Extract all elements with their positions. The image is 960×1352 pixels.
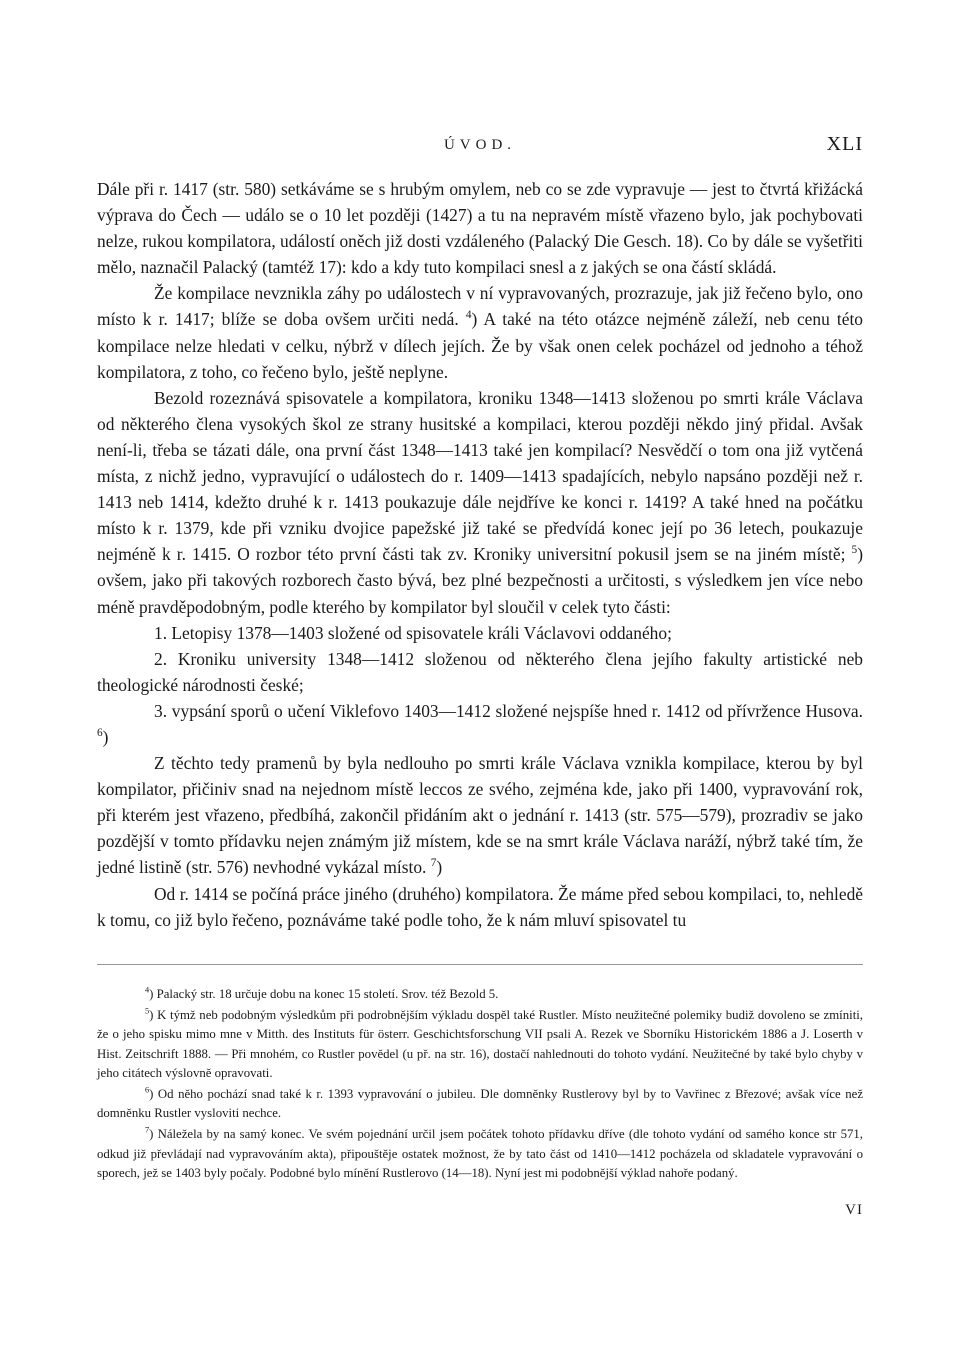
- paragraph-text: ) A také na této otázce nejméně záleží, neb cenu této kompilace nelze hledati v celku, nýbrž v dílech jejích. Že by však onen celek pocházel od jednoho a téhož kompilatora, z toho, co řečeno bylo, ještě neplyne.: [97, 309, 863, 382]
- list-item: 1. Letopisy 1378—1403 složené od spisovatele králi Václavovi oddaného;: [154, 622, 672, 643]
- footnote-ref: 4: [465, 309, 472, 322]
- paragraph: Z těchto tedy pramenů by byla nedlouho po smrti krále Václava vznikla kompilace, kterou by byl kompilator, přičiniv snad na nejednom místě leccos ze svého, zejména kde, jako při 1400, vypravování rok, při kterém jest vřazeno, předbíhá, zakončil přidáním akt o jednání r. 1413 (str. 575—579), prozradiv se jako pozdější v tomto přídavku nejen známým již místem, kde se na smrt krále Václava naráží, nýbrž také tím, že jedné listině (str. 576) nevhodné vykázal místo. $^7$): [97, 753, 863, 878]
- running-title: ÚVOD.: [443, 137, 517, 153]
- footnote-text: ) K týmž neb podobným výsledkům při podrobnějším výkladu dospěl také Rustler. Místo neužitečné polemiky budiž dovoleno se zmíniti, že o jeho spisku mimo mne v Mitth. des Instituts für österr. Geschichtsforschung VII psali A. Rezek ve Sborníku Historickém 1886 a J. Loserth v Hist. Zeitschrift 1888. — Při mnohém, co Rustler povědel (u př. na str. 16), dostačí nahlednouti do tohoto vydání. Neužitečné by také bylo chyby v jeho citátech výslovně opravovati.: [97, 1008, 863, 1080]
- paragraph: [97, 385, 863, 620]
- footnote-text: ) Od něho pochází snad také k r. 1393 vypravování o jubileu. Dle domněnky Rustlerovy byl by to Vavřinec z Březové; avšak více než domněnku Rustler vysloviti nechce.: [97, 1087, 863, 1121]
- paragraph-text: Bezold rozeznává spisovatele a kompilatora, kroniku 1348—1413 složenou po smrti krále Václava od některého člena vysokých škol ze strany husitské a kompilaci, kterou později někdo jiný přidal. Avšak není-li, třeba se tázati dále, ona první část 1348—1413 také jen kompilací? Nesvědčí o tom ona již vytčená místa, z nichž jedno, vypravující o událostech do r. 1409—1413 spadajících, nebylo napsáno později než r. 1413 neb 1414, kdežto druhé k r. 1413 poukazuje dále nejdříve ke konci r. 1419? A také hned na počátku místo k r. 1379, kde při vzniku dvojice papežské již také se předvídá konec její po 36 letech, poukazuje nejméně k r. 1415. O rozbor této první části tak zv. Kroniky universitní pokusil jsem se na jiném místě;: [97, 387, 863, 565]
- paragraph-text: Z těchto tedy pramenů by byla nedlouho po smrti krále Václava vznikla kompilace, kterou by byl kompilator, přičiniv snad na nejednom místě leccos ze svého, zejména kde, jako při 1400, vypravování rok, při kterém jest vřazeno, předbíhá, zakončil přidáním akt o jednání r. 1413 (str. 575—579), prozradiv se jako pozdější v tomto přídavku nejen známým již místem, kde se na smrt krále Václava naráží, nýbrž také tím, že jedné listině (str. 576) nevhodné vykázal místo.: [97, 753, 863, 878]
- paragraph: Dále při r. 1417 (str. 580) setkáváme se s hrubým omylem, neb co se zde vypravuje — jest to čtvrtá křižácká výprava do Čech — událo se o 10 let později (1427) a tu na nepravém místě vřazeno bylo, jak pochybovati nelze, rukou kompilatora, událostí oněch již dosti vzdáleného (Palacký Die Gesch. 18). Co by dále se vyšetřiti mělo, naznačil Palacký (tamtéž 17): kdo a kdy tuto kompilaci snesl a z jakých se ona částí skládá.: [97, 179, 863, 278]
- list-item: 2. Kroniku university 1348—1412 složenou od některého člena jejího fakulty artistické neb theologické národnosti české;: [97, 648, 863, 695]
- footnotes: [97, 985, 863, 1183]
- footnote: [97, 1125, 863, 1183]
- footnote-separator: [97, 964, 863, 965]
- paragraph-text: ) ovšem, jako při takových rozborech často bývá, bez plné bezpečnosti a určitosti, s výsledkem jen více nebo méně pravděpodobným, podle kterého by kompilator byl sloučil v celek tyto části:: [97, 544, 863, 617]
- paragraph: Od r. 1414 se počíná práce jiného (druhého) kompilatora. Že máme před sebou kompilaci, to, nehledě k tomu, co již bylo řečeno, poznáváme také podle toho, že k nám mluví spisovatel tu: [97, 883, 863, 930]
- footnote-mark: 7: [145, 1126, 150, 1136]
- page-number: XLI: [826, 133, 863, 155]
- running-head: [97, 133, 863, 163]
- footnote-text: ) Náležela by na samý konec. Ve svém pojednání určil jsem počátek tohoto přídavku dříve (dle tohoto vydání od samého konce str 571, odkud již převládají nad vypravováním akta), připouštěje ostatek možnost, že by tato část od 1410—1412 pocházela od skladatele vypravování o sporech, jež se 1403 byly počaly. Podobné bylo mínění Rustlerovo (14—18). Nyní jest mi podobnější výklad nahoře podaný.: [97, 1127, 863, 1180]
- list-item-text: 3. vypsání sporů o učení Viklefovo 1403—1412 složené nejspíše hned r. 1412 od přívržence Husova.: [154, 700, 863, 721]
- paragraph: [97, 280, 863, 384]
- footnote-text: ) Palacký str. 18 určuje dobu na konec 15 století. Srov. též Bezold 5.: [149, 987, 499, 1001]
- footnote-ref: 7: [430, 857, 437, 870]
- signature-mark: VI: [845, 1202, 863, 1218]
- list-item: 3. vypsání sporů o učení Viklefovo 1403—1412 složené nejspíše hned r. 1412 od přívržence Husova. $^6$): [97, 700, 863, 747]
- footnote-mark: 6: [145, 1085, 150, 1095]
- footnote: [97, 985, 863, 1004]
- footnote-mark: 5: [145, 1006, 150, 1016]
- footnote: [97, 1085, 863, 1123]
- footnote: [97, 1006, 863, 1083]
- paragraph-text: Že kompilace nevznikla záhy po událostech v ní vypravovaných, prozrazuje, jak již řečeno bylo, ono místo k r. 1417; blíže se doba ovšem určiti nedá.: [97, 283, 863, 330]
- footnote-mark: 4: [145, 985, 150, 995]
- main-text: [97, 176, 863, 933]
- footnote-ref: 6: [97, 727, 103, 740]
- footnote-ref: 5: [851, 544, 858, 557]
